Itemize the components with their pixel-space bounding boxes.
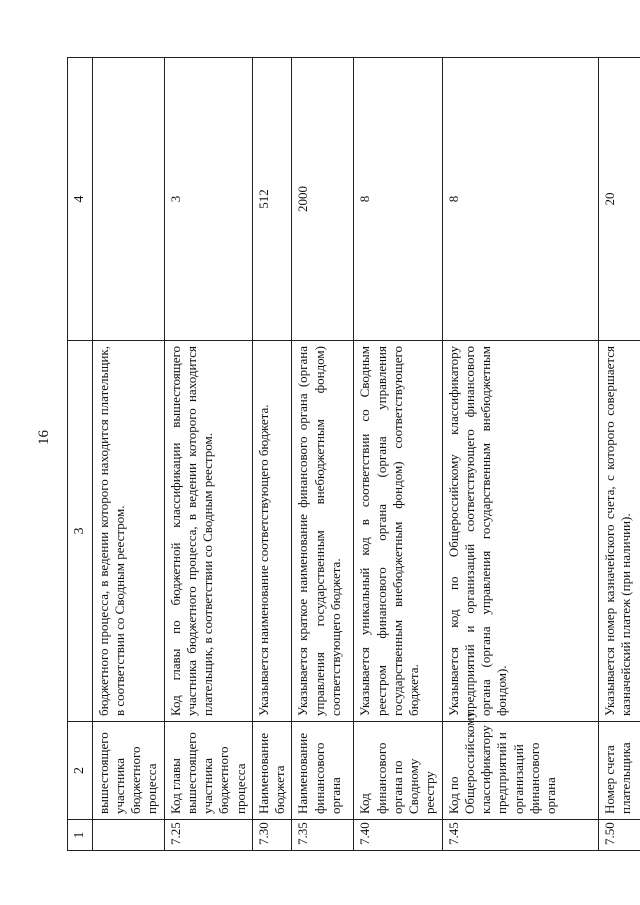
table-row xyxy=(252,58,292,851)
row-value: 2000 xyxy=(292,58,354,341)
page-number: 16 xyxy=(36,430,52,445)
row-description: Указывается номер казначейского счета, с которого совершается казначейский платеж (при наличии). xyxy=(598,341,640,722)
row-name: вышестоящего участника бюджетного процесса xyxy=(92,722,164,820)
table-row xyxy=(354,58,442,851)
table-row xyxy=(442,58,598,851)
row-description: Код главы по бюджетной классификации вышестоящего участника бюджетного процесса, в ведении которого находится плательщик, в соответствии со Сводным реестром. xyxy=(164,341,252,722)
row-code: 7.50 xyxy=(598,820,640,851)
table-row xyxy=(92,58,164,851)
row-code xyxy=(92,820,164,851)
row-name: Код главы вышестоящего участника бюджетного процесса xyxy=(164,722,252,820)
table-row xyxy=(598,58,640,851)
rotated-table-wrapper xyxy=(67,58,633,851)
row-value: 3 xyxy=(164,58,252,341)
row-code: 7.35 xyxy=(292,820,354,851)
row-description: Указывается краткое наименование финансового органа (органа управления государственным внебюджетным фондом) соответствующего бюджета. xyxy=(292,341,354,722)
row-value: 8 xyxy=(354,58,442,341)
row-value: 8 xyxy=(442,58,598,341)
table-row xyxy=(164,58,252,851)
header-col-4: 4 xyxy=(68,58,93,341)
row-code: 7.25 xyxy=(164,820,252,851)
header-col-2: 2 xyxy=(68,722,93,820)
row-description: бюджетного процесса, в ведении которого находится плательщик, в соответствии со Сводным реестром. xyxy=(92,341,164,722)
row-description: Указывается код по Общероссийскому классификатору предприятий и организаций соответствующего финансового органа (органа управления государственным внебюджетным фондом). xyxy=(442,341,598,722)
header-col-1: 1 xyxy=(68,820,93,851)
row-name: Номер счета плательщика xyxy=(598,722,640,820)
row-value: 20 xyxy=(598,58,640,341)
header-col-3: 3 xyxy=(68,341,93,722)
row-code: 7.45 xyxy=(442,820,598,851)
row-value xyxy=(92,58,164,341)
row-code: 7.30 xyxy=(252,820,292,851)
row-value: 512 xyxy=(252,58,292,341)
row-description: Указывается наименование соответствующего бюджета. xyxy=(252,341,292,722)
row-name: Наименование финансового органа xyxy=(292,722,354,820)
row-description: Указывается уникальный код в соответствии со Сводным реестром финансового органа (органа управления государственным внебюджетным фондом) соответствующего бюджета. xyxy=(354,341,442,722)
row-name: Наименование бюджета xyxy=(252,722,292,820)
table-row xyxy=(292,58,354,851)
field-spec-table xyxy=(67,57,640,851)
row-code: 7.40 xyxy=(354,820,442,851)
row-name: Код финансового органа по Сводному реестру xyxy=(354,722,442,820)
table-header-row xyxy=(68,58,93,851)
row-name: Код по Общероссийскому классификатору предприятий и организаций финансового органа xyxy=(442,722,598,820)
